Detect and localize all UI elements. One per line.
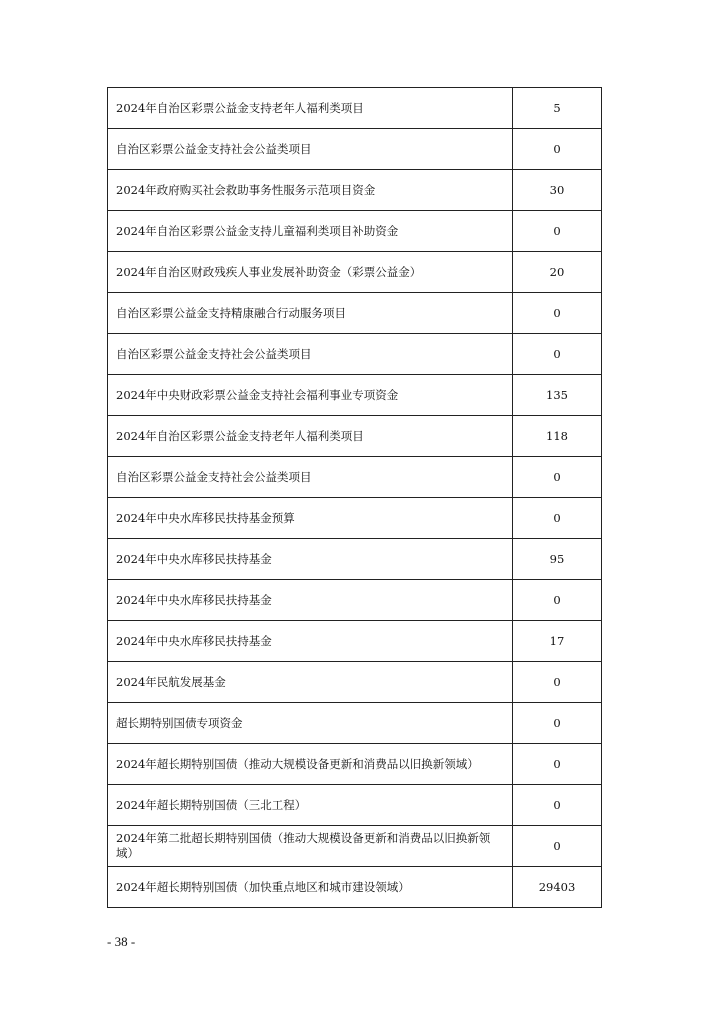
project-name-cell: 2024年中央水库移民扶持基金预算 — [108, 498, 513, 539]
project-name-cell: 2024年中央水库移民扶持基金 — [108, 539, 513, 580]
project-name-cell: 2024年超长期特别国债（加快重点地区和城市建设领域） — [108, 867, 513, 908]
project-name-cell: 2024年民航发展基金 — [108, 662, 513, 703]
amount-cell: 30 — [513, 170, 602, 211]
project-name-cell: 2024年超长期特别国债（推动大规模设备更新和消费品以旧换新领域） — [108, 744, 513, 785]
amount-cell: 5 — [513, 88, 602, 129]
table-row — [108, 867, 602, 908]
project-name-cell: 2024年中央财政彩票公益金支持社会福利事业专项资金 — [108, 375, 513, 416]
project-name-cell: 自治区彩票公益金支持精康融合行动服务项目 — [108, 293, 513, 334]
project-name-cell: 2024年超长期特别国债（三北工程） — [108, 785, 513, 826]
amount-cell: 0 — [513, 457, 602, 498]
amount-cell: 0 — [513, 826, 602, 867]
amount-cell: 118 — [513, 416, 602, 457]
table-row — [108, 211, 602, 252]
table-row — [108, 785, 602, 826]
table-row — [108, 621, 602, 662]
amount-cell: 17 — [513, 621, 602, 662]
table-row — [108, 88, 602, 129]
table-row — [108, 334, 602, 375]
table-row — [108, 252, 602, 293]
table-row — [108, 170, 602, 211]
table-row — [108, 375, 602, 416]
amount-cell: 0 — [513, 498, 602, 539]
amount-cell: 29403 — [513, 867, 602, 908]
amount-cell: 0 — [513, 211, 602, 252]
project-name-cell: 自治区彩票公益金支持社会公益类项目 — [108, 334, 513, 375]
amount-cell: 0 — [513, 334, 602, 375]
table-row — [108, 703, 602, 744]
project-name-cell: 2024年自治区彩票公益金支持儿童福利类项目补助资金 — [108, 211, 513, 252]
funding-table-container — [107, 87, 602, 908]
amount-cell: 0 — [513, 662, 602, 703]
project-name-cell: 2024年自治区彩票公益金支持老年人福利类项目 — [108, 88, 513, 129]
table-row — [108, 580, 602, 621]
project-name-cell: 自治区彩票公益金支持社会公益类项目 — [108, 457, 513, 498]
table-row — [108, 539, 602, 580]
project-name-cell: 自治区彩票公益金支持社会公益类项目 — [108, 129, 513, 170]
table-row — [108, 498, 602, 539]
project-name-cell: 2024年自治区财政残疾人事业发展补助资金（彩票公益金） — [108, 252, 513, 293]
amount-cell: 0 — [513, 293, 602, 334]
project-name-cell: 2024年自治区彩票公益金支持老年人福利类项目 — [108, 416, 513, 457]
amount-cell: 20 — [513, 252, 602, 293]
table-row — [108, 744, 602, 785]
amount-cell: 0 — [513, 129, 602, 170]
project-name-cell: 2024年中央水库移民扶持基金 — [108, 580, 513, 621]
project-name-cell: 超长期特别国债专项资金 — [108, 703, 513, 744]
table-row — [108, 416, 602, 457]
amount-cell: 0 — [513, 744, 602, 785]
amount-cell: 0 — [513, 785, 602, 826]
amount-cell: 95 — [513, 539, 602, 580]
project-name-cell: 2024年政府购买社会救助事务性服务示范项目资金 — [108, 170, 513, 211]
table-row — [108, 662, 602, 703]
page-number: - 38 - — [107, 934, 136, 949]
project-name-cell: 2024年第二批超长期特别国债（推动大规模设备更新和消费品以旧换新领域） — [108, 826, 513, 867]
amount-cell: 0 — [513, 703, 602, 744]
table-row — [108, 457, 602, 498]
table-row — [108, 293, 602, 334]
amount-cell: 0 — [513, 580, 602, 621]
table-row — [108, 129, 602, 170]
funding-table — [107, 87, 602, 908]
table-row — [108, 826, 602, 867]
amount-cell: 135 — [513, 375, 602, 416]
project-name-cell: 2024年中央水库移民扶持基金 — [108, 621, 513, 662]
